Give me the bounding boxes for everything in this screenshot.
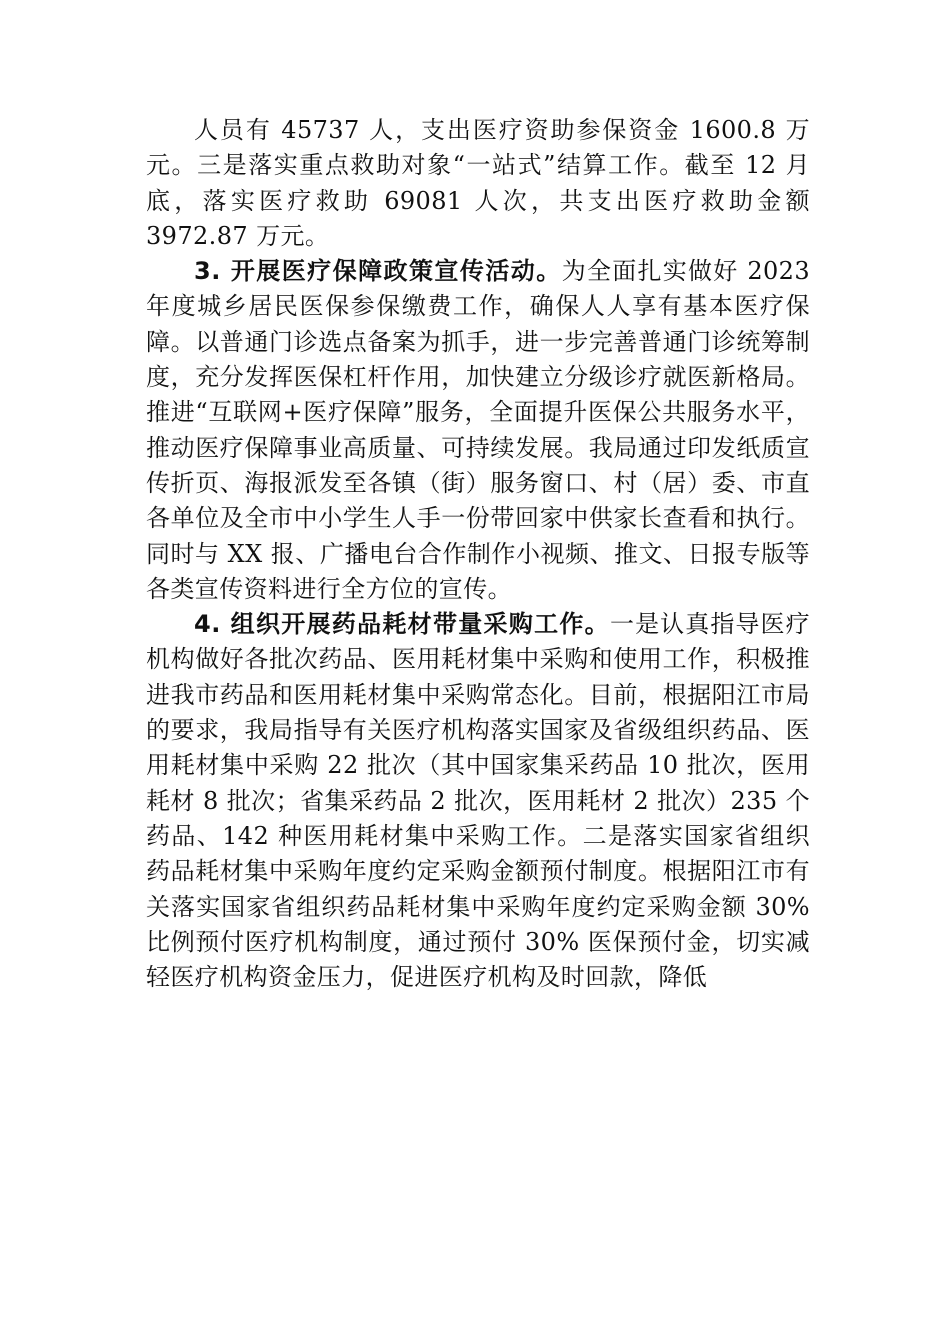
paragraph-text: 人员有 45737 人，支出医疗资助参保资金 1600.8 万元。三是落实重点救助对象“一站式”结算工作。截至 12 月底，落实医疗救助 69081 人次，共支出医疗救助金额 3972.87 万元。 <box>146 116 810 250</box>
paragraph-policy-publicity <box>146 254 810 607</box>
document-body <box>146 113 810 995</box>
section-heading: 3. 开展医疗保障政策宣传活动。 <box>194 257 562 286</box>
paragraph-text: 为全面扎实做好 2023 年度城乡居民医保参保缴费工作，确保人人享有基本医疗保障。以普通门诊选点备案为抓手，进一步完善普通门诊统筹制度，充分发挥医保杠杆作用，加快建立分级诊疗就医新格局。推进“互联网+医疗保障”服务，全面提升医保公共服务水平，推动医疗保障事业高质量、可持续发展。我局通过印发纸质宣传折页、海报派发至各镇（街）服务窗口、村（居）委、市直各单位及全市中小学生人手一份带回家中供家长查看和执行。同时与 XX 报、广播电台合作制作小视频、推文、日报专版等各类宣传资料进行全方位的宣传。 <box>146 257 810 603</box>
section-heading: 4. 组织开展药品耗材带量采购工作。 <box>194 610 610 639</box>
paragraph-volume-procurement <box>146 607 810 995</box>
paragraph-medical-aid-continuation <box>146 113 810 254</box>
paragraph-text: 一是认真指导医疗机构做好各批次药品、医用耗材集中采购和使用工作，积极推进我市药品和医用耗材集中采购常态化。目前，根据阳江市局的要求，我局指导有关医疗机构落实国家及省级组织药品、医用耗材集中采购 22 批次（其中国家集采药品 10 批次，医用耗材 8 批次；省集采药品 2 批次，医用耗材 2 批次）235 个药品、142 种医用耗材集中采购工作。二是落实国家省组织药品耗材集中采购年度约定采购金额预付制度。根据阳江市有关落实国家省组织药品耗材集中采购年度约定采购金额 30% 比例预付医疗机构制度，通过预付 30% 医保预付金，切实减轻医疗机构资金压力，促进医疗机构及时回款，降低 <box>146 610 810 992</box>
